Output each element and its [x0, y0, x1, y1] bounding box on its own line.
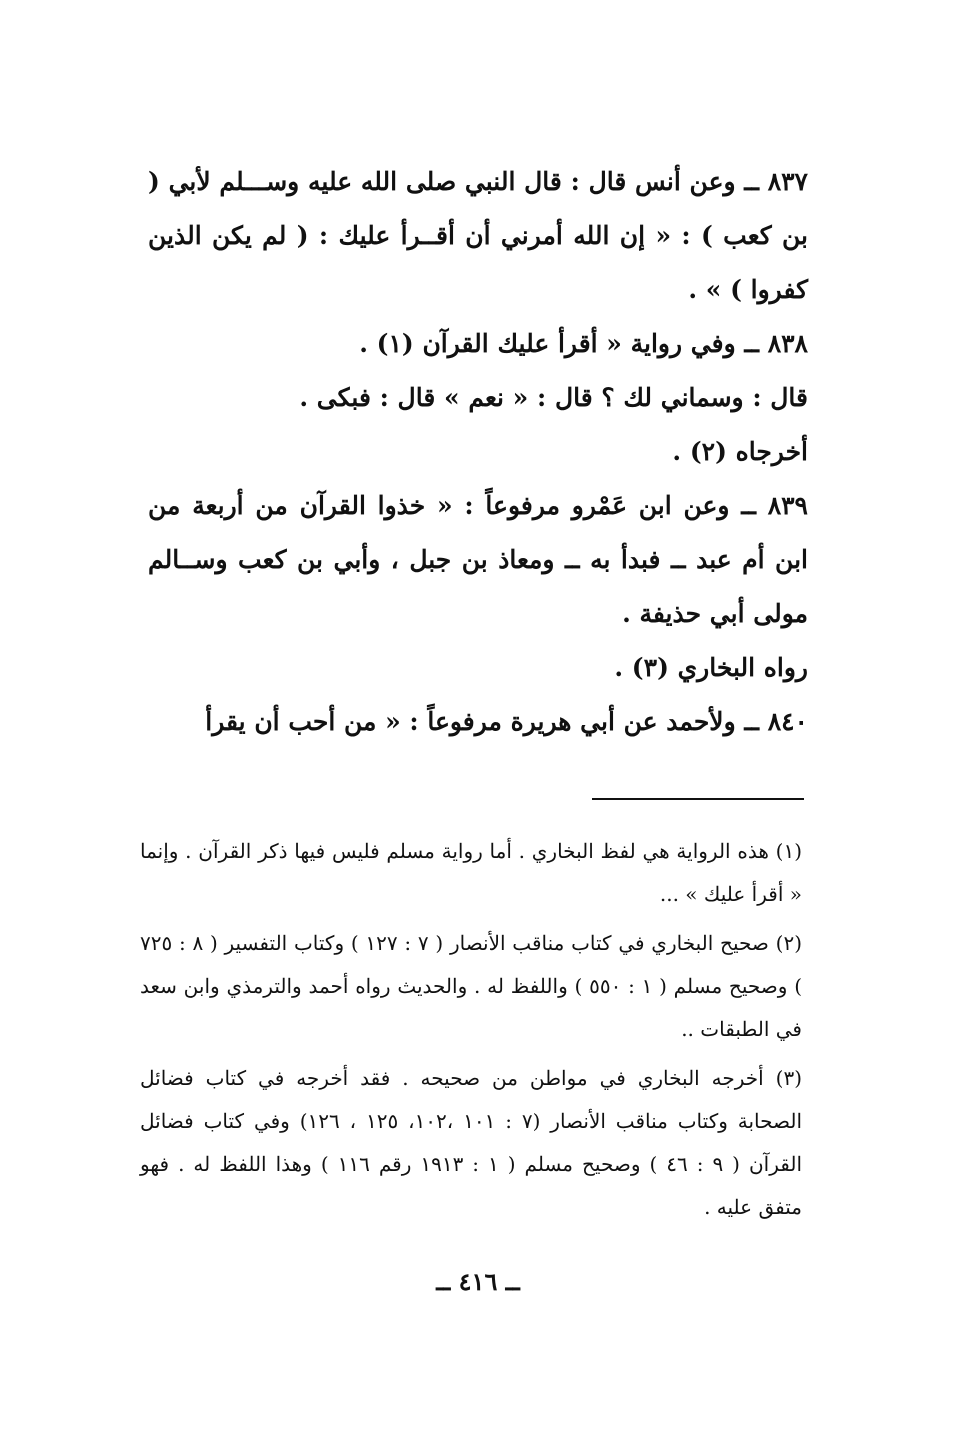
- footnotes: [140, 830, 802, 1235]
- hadith-840: ٨٤٠ ــ ولأحمد عن أبي هريرة مرفوعاً : « من أحب أن يقرأ: [205, 707, 808, 736]
- footnote-2: (٢) صحيح البخاري في كتاب مناقب الأنصار ( ٧ : ١٢٧ ) وكتاب التفسير ( ٨ : ٧٢٥ ) وصحيح مسلم ( ١ : ٥٥٠ ) واللفظ له . والحديث رواه أحمد والترمذي وابن سعد في الطبقات ..: [140, 931, 803, 1041]
- hadith-838-continuation: قال : وسماني لك ؟ قال : « نعم » قال : فبكى .: [299, 383, 808, 412]
- hadith-837: ٨٣٧ ــ وعن أنس قال : قال النبي صلى الله عليه وســـلم لأبي ( بن كعب ) : « إن الله أمرني أن أقــرأ عليك : ( لم يكن الذين كفروا ) » .: [148, 167, 808, 304]
- footnote-separator: [592, 798, 804, 800]
- page-number: ــ ٤١٦ ــ: [436, 1267, 520, 1296]
- hadith-839-source: رواه البخاري (٣) .: [614, 653, 808, 682]
- main-text: [148, 155, 808, 749]
- hadith-838-source: أخرجاه (٢) .: [672, 437, 808, 466]
- hadith-838: ٨٣٨ ــ وفي رواية « أقرأ عليك القرآن (١) .: [359, 329, 808, 358]
- footnote-3: (٣) أخرجه البخاري في مواطن من صحيحه . فقد أخرجه في كتاب فضائل الصحابة وكتاب مناقب الأنصار (٧ : ١٠١ ،١٠٢، ١٢٥ ، ١٢٦) وفي كتاب فضائل القرآن ( ٩ : ٤٦ ) وصحيح مسلم ( ١ : ١٩١٣ رقم ١١٦ ) وهذا اللفظ له . فهو متفق عليه .: [140, 1066, 803, 1219]
- hadith-839: ٨٣٩ ــ وعن ابن عَمْرو مرفوعاً : « خذوا القرآن من أربعة من ابن أم عبد ــ فبدأ به ــ ومعاذ بن جبل ، وأبي بن كعب وســالم مولى أبي حذيفة .: [148, 491, 808, 628]
- footnote-1: (١) هذه الرواية هي لفظ البخاري . أما رواية مسلم فليس فيها ذكر القرآن . وإنما « أقرأ عليك » ...: [140, 839, 802, 906]
